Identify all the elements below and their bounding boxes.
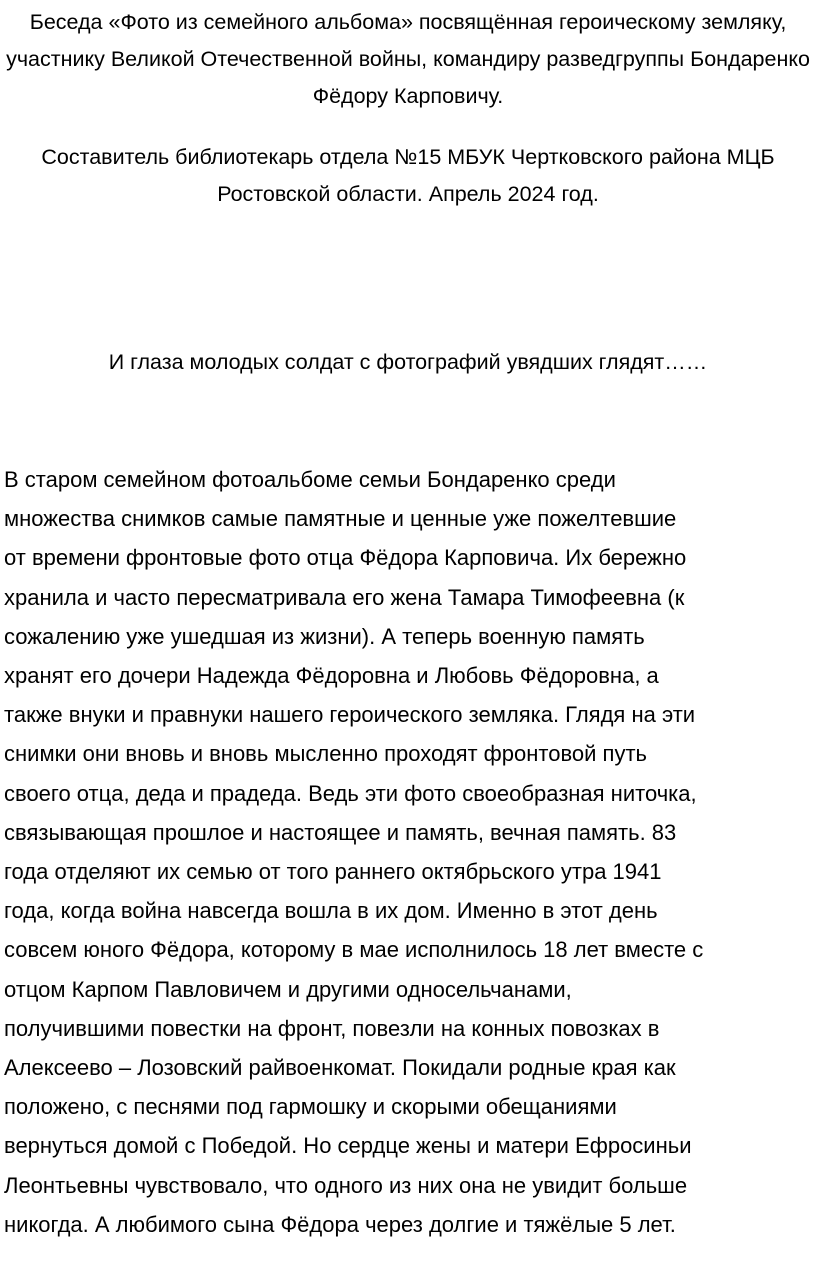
epigraph: И глаза молодых солдат с фотографий увядших глядят…… — [108, 350, 708, 374]
body-line: также внуки и правнуки нашего героического земляка. Глядя на эти — [4, 702, 696, 728]
body-line: Алексеево – Лозовский райвоенкомат. Покидали родные края как — [4, 1055, 676, 1081]
body-line: года отделяют их семью от того раннего октябрьского утра 1941 — [4, 859, 662, 885]
body-line: от времени фронтовые фото отца Фёдора Карповича. Их бережно — [4, 545, 687, 571]
body-line: получившими повестки на фронт, повезли на конных повозках в — [4, 1015, 660, 1041]
body-line: Леонтьевны чувствовало, что одного из них она не увидит больше — [4, 1172, 688, 1198]
compiler-line: Составитель библиотекарь отдела №15 МБУК Чертковского района МЦБ Ростовской области. Апрель 2024 год. — [41, 145, 775, 206]
body-line: своего отца, деда и прадеда. Ведь эти фото своеобразная ниточка, — [4, 780, 697, 806]
document-title: Беседа «Фото из семейного альбома» посвящённая героическому земляку, участнику Великой Отечественной войны, командиру разведгруппы Бондаренко Фёдору Карповичу. — [6, 10, 810, 108]
body-line: связывающая прошлое и настоящее и память, вечная память. 83 — [4, 819, 677, 845]
body-line: В старом семейном фотоальбоме семьи Бондаренко среди — [4, 467, 616, 492]
body-paragraph — [4, 460, 816, 1244]
body-line: отцом Карпом Павловичем и другими односельчанами, — [4, 976, 572, 1002]
body-line: снимки они вновь и вновь мысленно проходят фронтовой путь — [4, 741, 647, 767]
body-line: никогда. А любимого сына Фёдора через долгие и тяжёлые 5 лет. — [4, 1211, 676, 1237]
body-line: сожалению уже ушедшая из жизни). А теперь военную память — [4, 623, 645, 649]
body-line: вернуться домой с Победой. Но сердце жены и матери Ефросиньи — [4, 1133, 692, 1159]
body-line: совсем юного Фёдора, которому в мае исполнилось 18 лет вместе с — [4, 937, 704, 963]
body-line: хранят его дочери Надежда Фёдоровна и Любовь Фёдоровна, а — [4, 663, 659, 689]
body-line: хранила и часто пересматривала его жена Тамара Тимофеевна (к — [4, 584, 685, 610]
body-line: множества снимков самые памятные и ценные уже пожелтевшие — [4, 506, 677, 532]
body-line: года, когда война навсегда вошла в их дом. Именно в этот день — [4, 898, 658, 924]
body-line: положено, с песнями под гармошку и скорыми обещаниями — [4, 1094, 617, 1120]
